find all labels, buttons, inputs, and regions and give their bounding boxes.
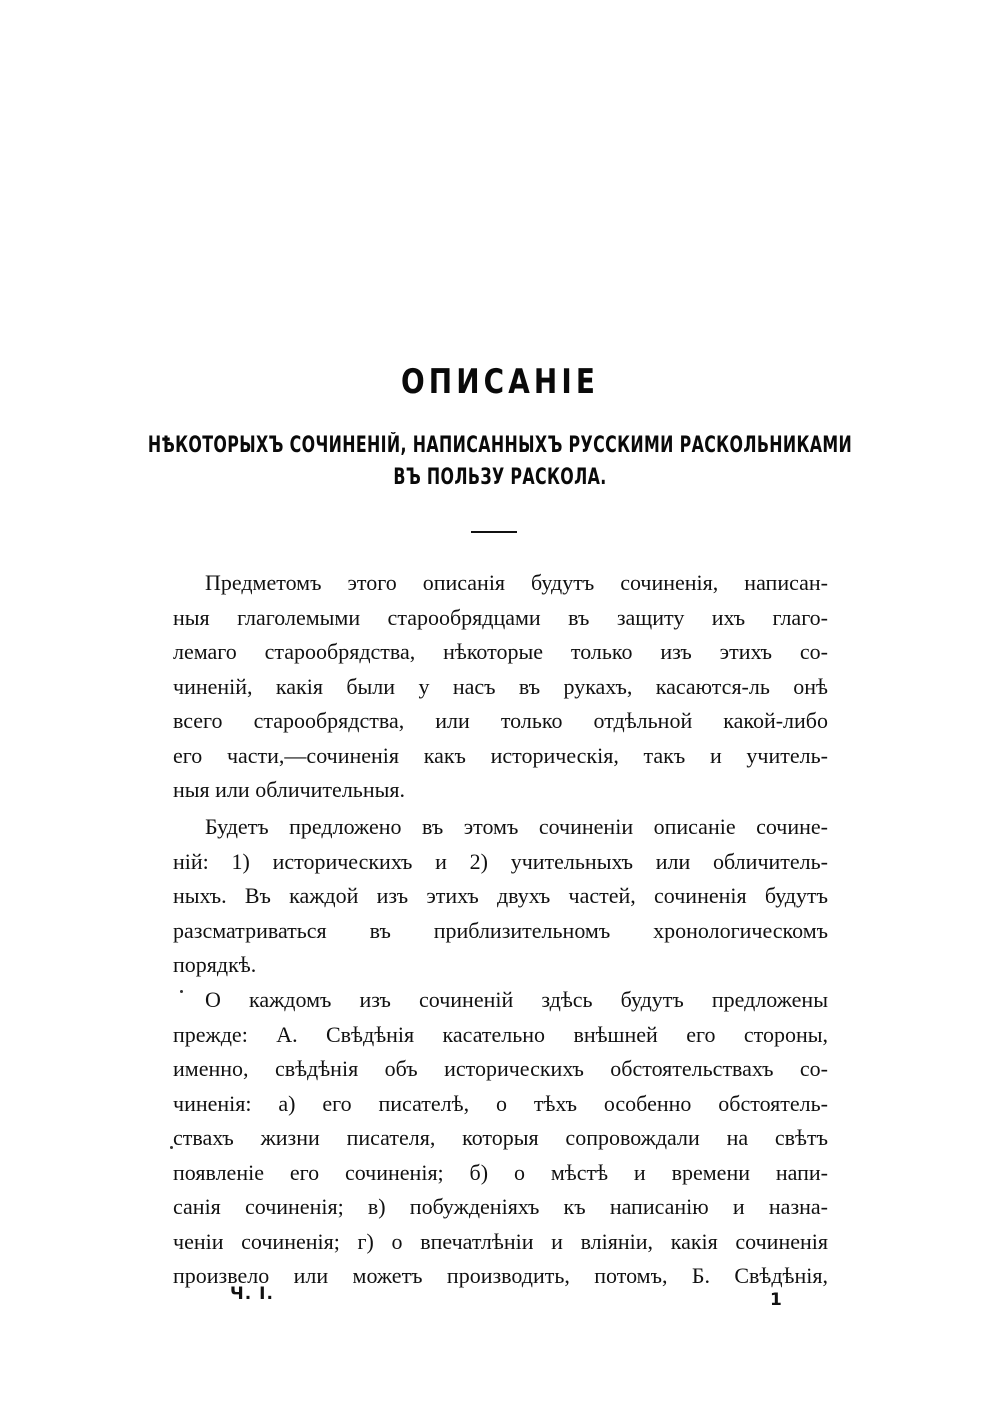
paragraph-line: Предметомъ этого описанія будутъ сочиненія, написан-: [205, 570, 828, 595]
document-subtitle-line-2: ВЪ ПОЛЬЗУ РАСКОЛА.: [393, 465, 607, 490]
paragraph-line: всего старообрядства, или только отдѣльной какой-либо: [173, 708, 828, 733]
paragraph-line: чиненій, какія были у насъ въ рукахъ, касаются-ль онѣ: [173, 673, 828, 699]
paragraph-line: именно, свѣдѣнія объ историческихъ обстоятельствахъ со-: [173, 1056, 828, 1081]
paragraph-line: ченіи сочиненія; г) о впечатлѣніи и вліяніи, какія сочиненія: [173, 1228, 828, 1254]
document-subtitle-line-1: НѢКОТОРЫХЪ СОЧИНЕНІЙ, НАПИСАННЫХЪ РУССКИМИ РАСКОЛЬНИКАМИ: [147, 433, 853, 458]
paragraph-line: разсматриваться въ приблизительномъ хронологическомъ: [173, 917, 828, 943]
page-number: 1: [770, 1290, 782, 1310]
scan-speck: [180, 990, 183, 993]
paragraph-line: ній: 1) историческихъ и 2) учительныхъ или обличитель-: [173, 848, 828, 874]
paragraph-line: произвело или можетъ производить, потомъ, Б. Свѣдѣнія,: [173, 1263, 828, 1288]
paragraph-1: [173, 566, 828, 808]
title-divider-rule: [471, 531, 517, 533]
paragraph-line: его части,—сочиненія какъ историческія, такъ и учитель-: [173, 742, 828, 768]
paragraph-line: порядкѣ.: [173, 952, 257, 977]
paragraph-line: Будетъ предложено въ этомъ сочиненіи описаніе сочине-: [205, 814, 828, 839]
paragraph-line: ныя или обличительныя.: [173, 777, 405, 802]
paragraph-line: О каждомъ изъ сочиненій здѣсь будутъ предложены: [205, 987, 828, 1012]
paragraph-line: ныхъ. Въ каждой изъ этихъ двухъ частей, сочиненія будутъ: [173, 883, 828, 908]
paragraph-line: прежде: А. Свѣдѣнія касательно внѣшней его стороны,: [173, 1021, 828, 1047]
paragraph-line: санія сочиненія; в) побужденіяхъ къ написанію и назна-: [173, 1194, 828, 1219]
paragraph-line: чиненія: а) его писателѣ, о тѣхъ особенно обстоятель-: [173, 1090, 828, 1116]
paragraph-line: лемаго старообрядства, нѣкоторые только изъ этихъ со-: [173, 639, 828, 664]
document-title: ОПИСАНІЕ: [401, 362, 599, 402]
paragraph-line: появленіе его сочиненія; б) о мѣстѣ и времени напи-: [173, 1159, 828, 1185]
paragraph-line: ныя глаголемыми старообрядцами въ защиту ихъ глаго-: [173, 604, 828, 630]
paragraph-2: [173, 810, 828, 983]
paragraph-3: [173, 983, 828, 1294]
signature-mark: Ч. I.: [230, 1284, 274, 1304]
paragraph-line: ствахъ жизни писателя, которыя сопровождали на свѣтъ: [173, 1125, 828, 1150]
scan-speck: [170, 1146, 173, 1149]
